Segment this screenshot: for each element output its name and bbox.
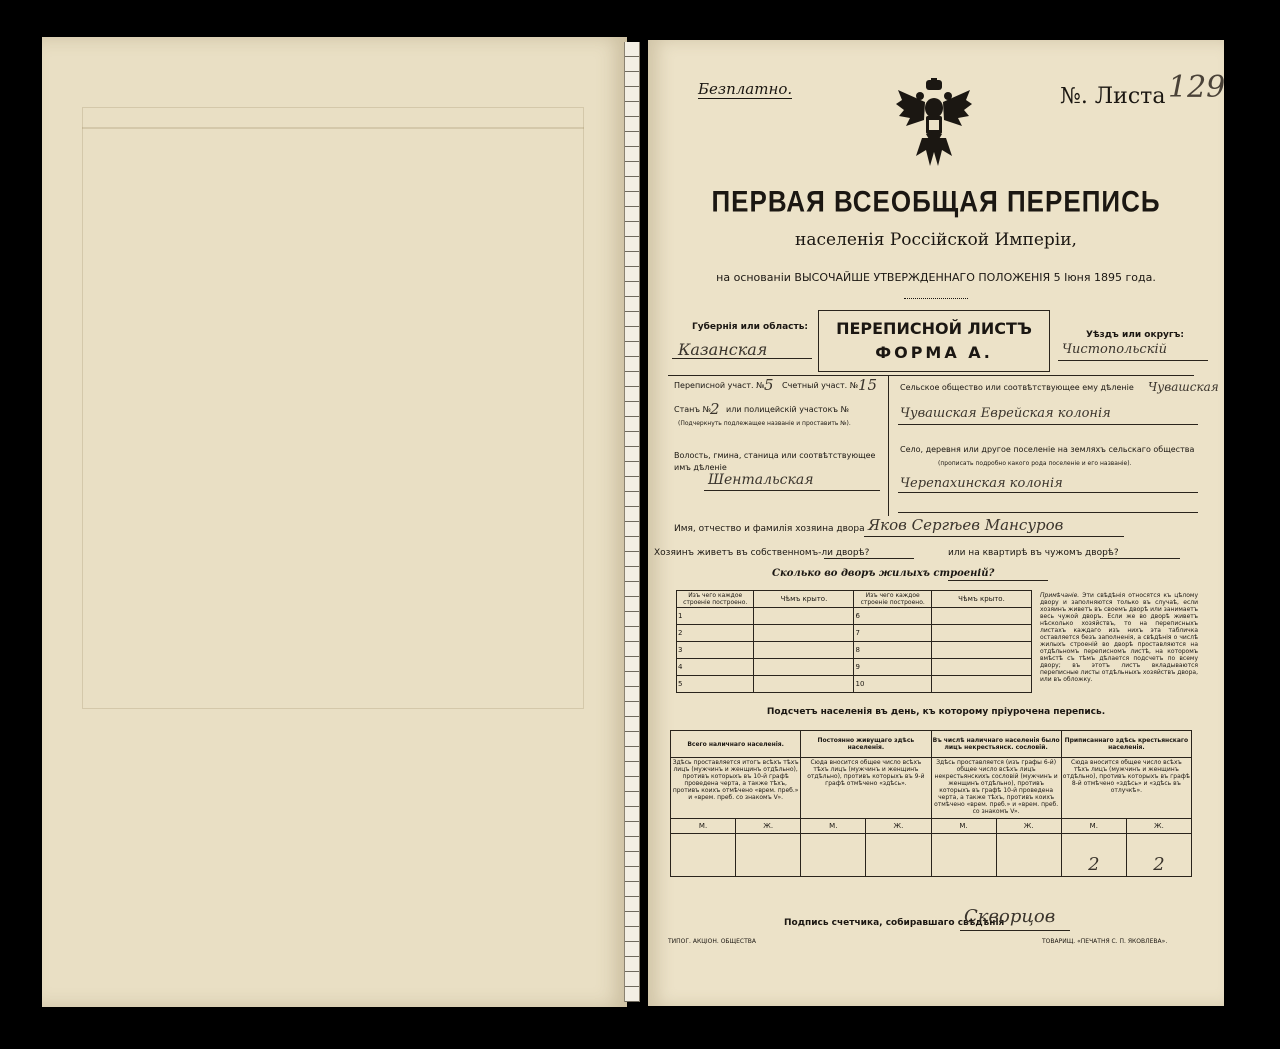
f-label: Ж. (736, 819, 801, 834)
main-title: ПЕРВАЯ ВСЕОБЩАЯ ПЕРЕПИСЬ (711, 183, 1161, 219)
society-value-line1: Чувашская (1148, 380, 1219, 394)
left-page (42, 37, 627, 1007)
census-precinct-value: 5 (764, 376, 774, 394)
separator (904, 298, 968, 299)
stan-label: Станъ № (674, 405, 711, 414)
police-label: или полицейскій участокъ № (726, 405, 849, 414)
owner-label: Имя, отчество и фамилія хозяина двора (674, 524, 865, 534)
form-title-box (818, 310, 1050, 372)
counting-precinct-value: 15 (858, 376, 878, 394)
district-label: Уѣздъ или округъ: (1086, 330, 1184, 340)
society-underline (898, 424, 1198, 425)
society-label: Сельское общество или соотвѣтствующее ему дѣленіе (900, 383, 1134, 392)
signature-underline (960, 930, 1070, 931)
fields-divider (888, 376, 889, 516)
buildings-table (676, 590, 1032, 693)
sheet-title: ПЕРЕПИСНОЙ ЛИСТЪ (836, 319, 1032, 338)
residence-label-2: или на квартирѣ въ чужомъ дворѣ? (948, 548, 1119, 558)
free-label: Безплатно. (698, 80, 793, 98)
count-col-header-3: Въ числѣ наличнаго населенія было лицъ некрестьянск. сословій. (931, 731, 1061, 758)
book-binding (624, 42, 640, 1002)
district-value: Чистопольскій (1062, 342, 1167, 357)
village-underline (898, 492, 1198, 493)
province-underline (672, 358, 812, 359)
col-roof-right: Чѣмъ крыто. (931, 591, 1031, 608)
counting-precinct-label: Счетный участ. № (782, 381, 859, 390)
society-value-line2: Чувашская Еврейская колонія (900, 406, 1111, 421)
table-row: 5 10 (677, 676, 1032, 693)
volost-underline (704, 490, 880, 491)
count-value-f-2 (866, 834, 931, 877)
count-value-m-3 (931, 834, 996, 877)
count-col-desc-4: Сюда вносится общее число всѣхъ тѣхъ лицъ (мужчинъ и женщинъ отдѣльно), противъ которыхъ въ графѣ 8-й отмѣчено «здѣсь» и «здѣсь въ отлучкѣ». (1061, 758, 1191, 819)
table-row: 4 9 (677, 659, 1032, 676)
village-note: (прописать подробно какого рода поселеніе и его названіе). (938, 460, 1132, 467)
buildings-question: Сколько во дворъ жилыхъ строеній? (772, 568, 995, 579)
count-value-f-4: 2 (1126, 834, 1191, 877)
residence-underline-1 (824, 558, 914, 559)
count-title: Подсчетъ населенія въ день, къ которому пріурочена перепись. (766, 707, 1106, 717)
residence-label-1: Хозяинъ живетъ въ собственномъ-ли дворѣ? (654, 548, 870, 558)
f-label: Ж. (1126, 819, 1191, 834)
village-label: Село, деревня или другое поселеніе на земляхъ сельскаго общества (900, 445, 1195, 454)
basis-line: на основаніи ВЫСОЧАЙШЕ УТВЕРЖДЕННАГО ПОЛОЖЕНІЯ 5 Іюня 1895 года. (716, 271, 1156, 284)
subtitle: населенія Россійской Имперіи, (795, 230, 1077, 250)
table-row: 3 8 (677, 642, 1032, 659)
count-col-header-4: Приписаннаго здѣсь крестьянскаго населенія. (1061, 731, 1191, 758)
f-label: Ж. (996, 819, 1061, 834)
m-label: М. (931, 819, 996, 834)
bleed-through-line (82, 127, 584, 129)
village-value: Черепахинская колонія (900, 476, 1063, 491)
population-count-table (670, 730, 1192, 877)
police-note: (Подчеркнуть подлежащее названіе и проставить №). (678, 420, 851, 427)
m-label: М. (801, 819, 866, 834)
sheet-number-value: 129 (1168, 70, 1226, 105)
signature-value: Скворцов (964, 906, 1056, 927)
count-col-desc-3: Здѣсь проставляется (изъ графы 6-й) общее число всѣхъ лицъ некрестьянскихъ сословій (мужчинъ и женщинъ отдѣльно), противъ которыхъ въ графѣ 10-й проведена черта, а также тѣхъ, противъ коихъ отмѣчено «врем. преб.» и «врем. преб. со знакомъ V». (931, 758, 1061, 819)
residence-underline-2 (1100, 558, 1180, 559)
census-precinct-label: Переписной участ. № (674, 381, 765, 390)
table-row: 2 7 (677, 625, 1032, 642)
imperial-eagle-emblem-icon (896, 78, 972, 174)
col-built-of-right: Изъ чего каждое строеніе построено. (854, 591, 931, 608)
printer-left: ТИПОГ. АКЦІОН. ОБЩЕСТВА (668, 938, 756, 945)
col-built-of-left: Изъ чего каждое строеніе построено. (677, 591, 754, 608)
signature-label: Подпись счетчика, собиравшаго свѣдѣнія (784, 918, 1005, 928)
owner-underline (864, 536, 1124, 537)
count-col-desc-1: Здѣсь проставляется итогъ всѣхъ тѣхъ лицъ (мужчинъ и женщинъ отдѣльно), противъ которыхъ въ 10-й графѣ проведена черта, а также тѣхъ, противъ коихъ отмѣчено «врем. преб.» и «врем. преб. со знакомъ V». (671, 758, 801, 819)
count-value-f-1 (736, 834, 801, 877)
form-name: ФОРМА А. (875, 343, 993, 362)
table-row: 1 6 (677, 608, 1032, 625)
buildings-underline (948, 580, 1048, 581)
village-underline-2 (898, 512, 1198, 513)
owner-value: Яков Сергѣев Мансуров (868, 516, 1064, 534)
district-underline (1058, 360, 1208, 361)
sheet-number-label: №. Листа (1060, 84, 1166, 109)
printer-right: ТОВАРИЩ. «ПЕЧАТНЯ С. П. ЯКОВЛЕВА». (1042, 938, 1168, 945)
f-label: Ж. (866, 819, 931, 834)
count-value-m-1 (671, 834, 736, 877)
count-col-header-2: Постоянно живущаго здѣсь населенія. (801, 731, 931, 758)
stan-value: 2 (710, 400, 720, 418)
volost-value: Шентальская (708, 472, 814, 488)
note-title: Примѣчаніе. (1040, 592, 1080, 599)
count-value-m-4: 2 (1061, 834, 1126, 877)
count-col-header-1: Всего наличнаго населенія. (671, 731, 801, 758)
m-label: М. (1061, 819, 1126, 834)
col-roof-left: Чѣмъ крыто. (754, 591, 854, 608)
census-form-page (648, 40, 1224, 1006)
buildings-note (1040, 592, 1198, 683)
note-text: Эти свѣдѣнія относятся къ цѣлому двору и заполняются только въ случаѣ, если хозяинъ живетъ въ своемъ дворѣ или занимаетъ весь чужой дворъ. Если же во дворѣ живетъ нѣсколько хозяйствъ, то на переписныхъ листахъ каждаго изъ нихъ эта табличка оставляется безъ заполненія, а свѣдѣнія о числѣ жилыхъ строеній во дворѣ проставляются на отдѣльномъ переписномъ листѣ, на которомъ вмѣстѣ съ тѣмъ дѣлается подсчетъ по всему двору; въ этотъ листъ вкладываются переписные листы отдѣльныхъ хозяйствъ двора, или въ обложку. (1040, 592, 1198, 683)
province-label: Губернія или область: (692, 322, 808, 332)
bleed-through-frame (82, 107, 584, 709)
count-value-m-2 (801, 834, 866, 877)
province-value: Казанская (678, 340, 768, 359)
m-label: М. (671, 819, 736, 834)
count-value-f-3 (996, 834, 1061, 877)
count-col-desc-2: Сюда вносится общее число всѣхъ тѣхъ лицъ (мужчинъ и женщинъ отдѣльно), противъ которыхъ въ 9-й графѣ отмѣчено «здѣсь». (801, 758, 931, 819)
volost-label: Волость, гмина, станица или соотвѣтствующее имъ дѣленіе (674, 451, 876, 472)
